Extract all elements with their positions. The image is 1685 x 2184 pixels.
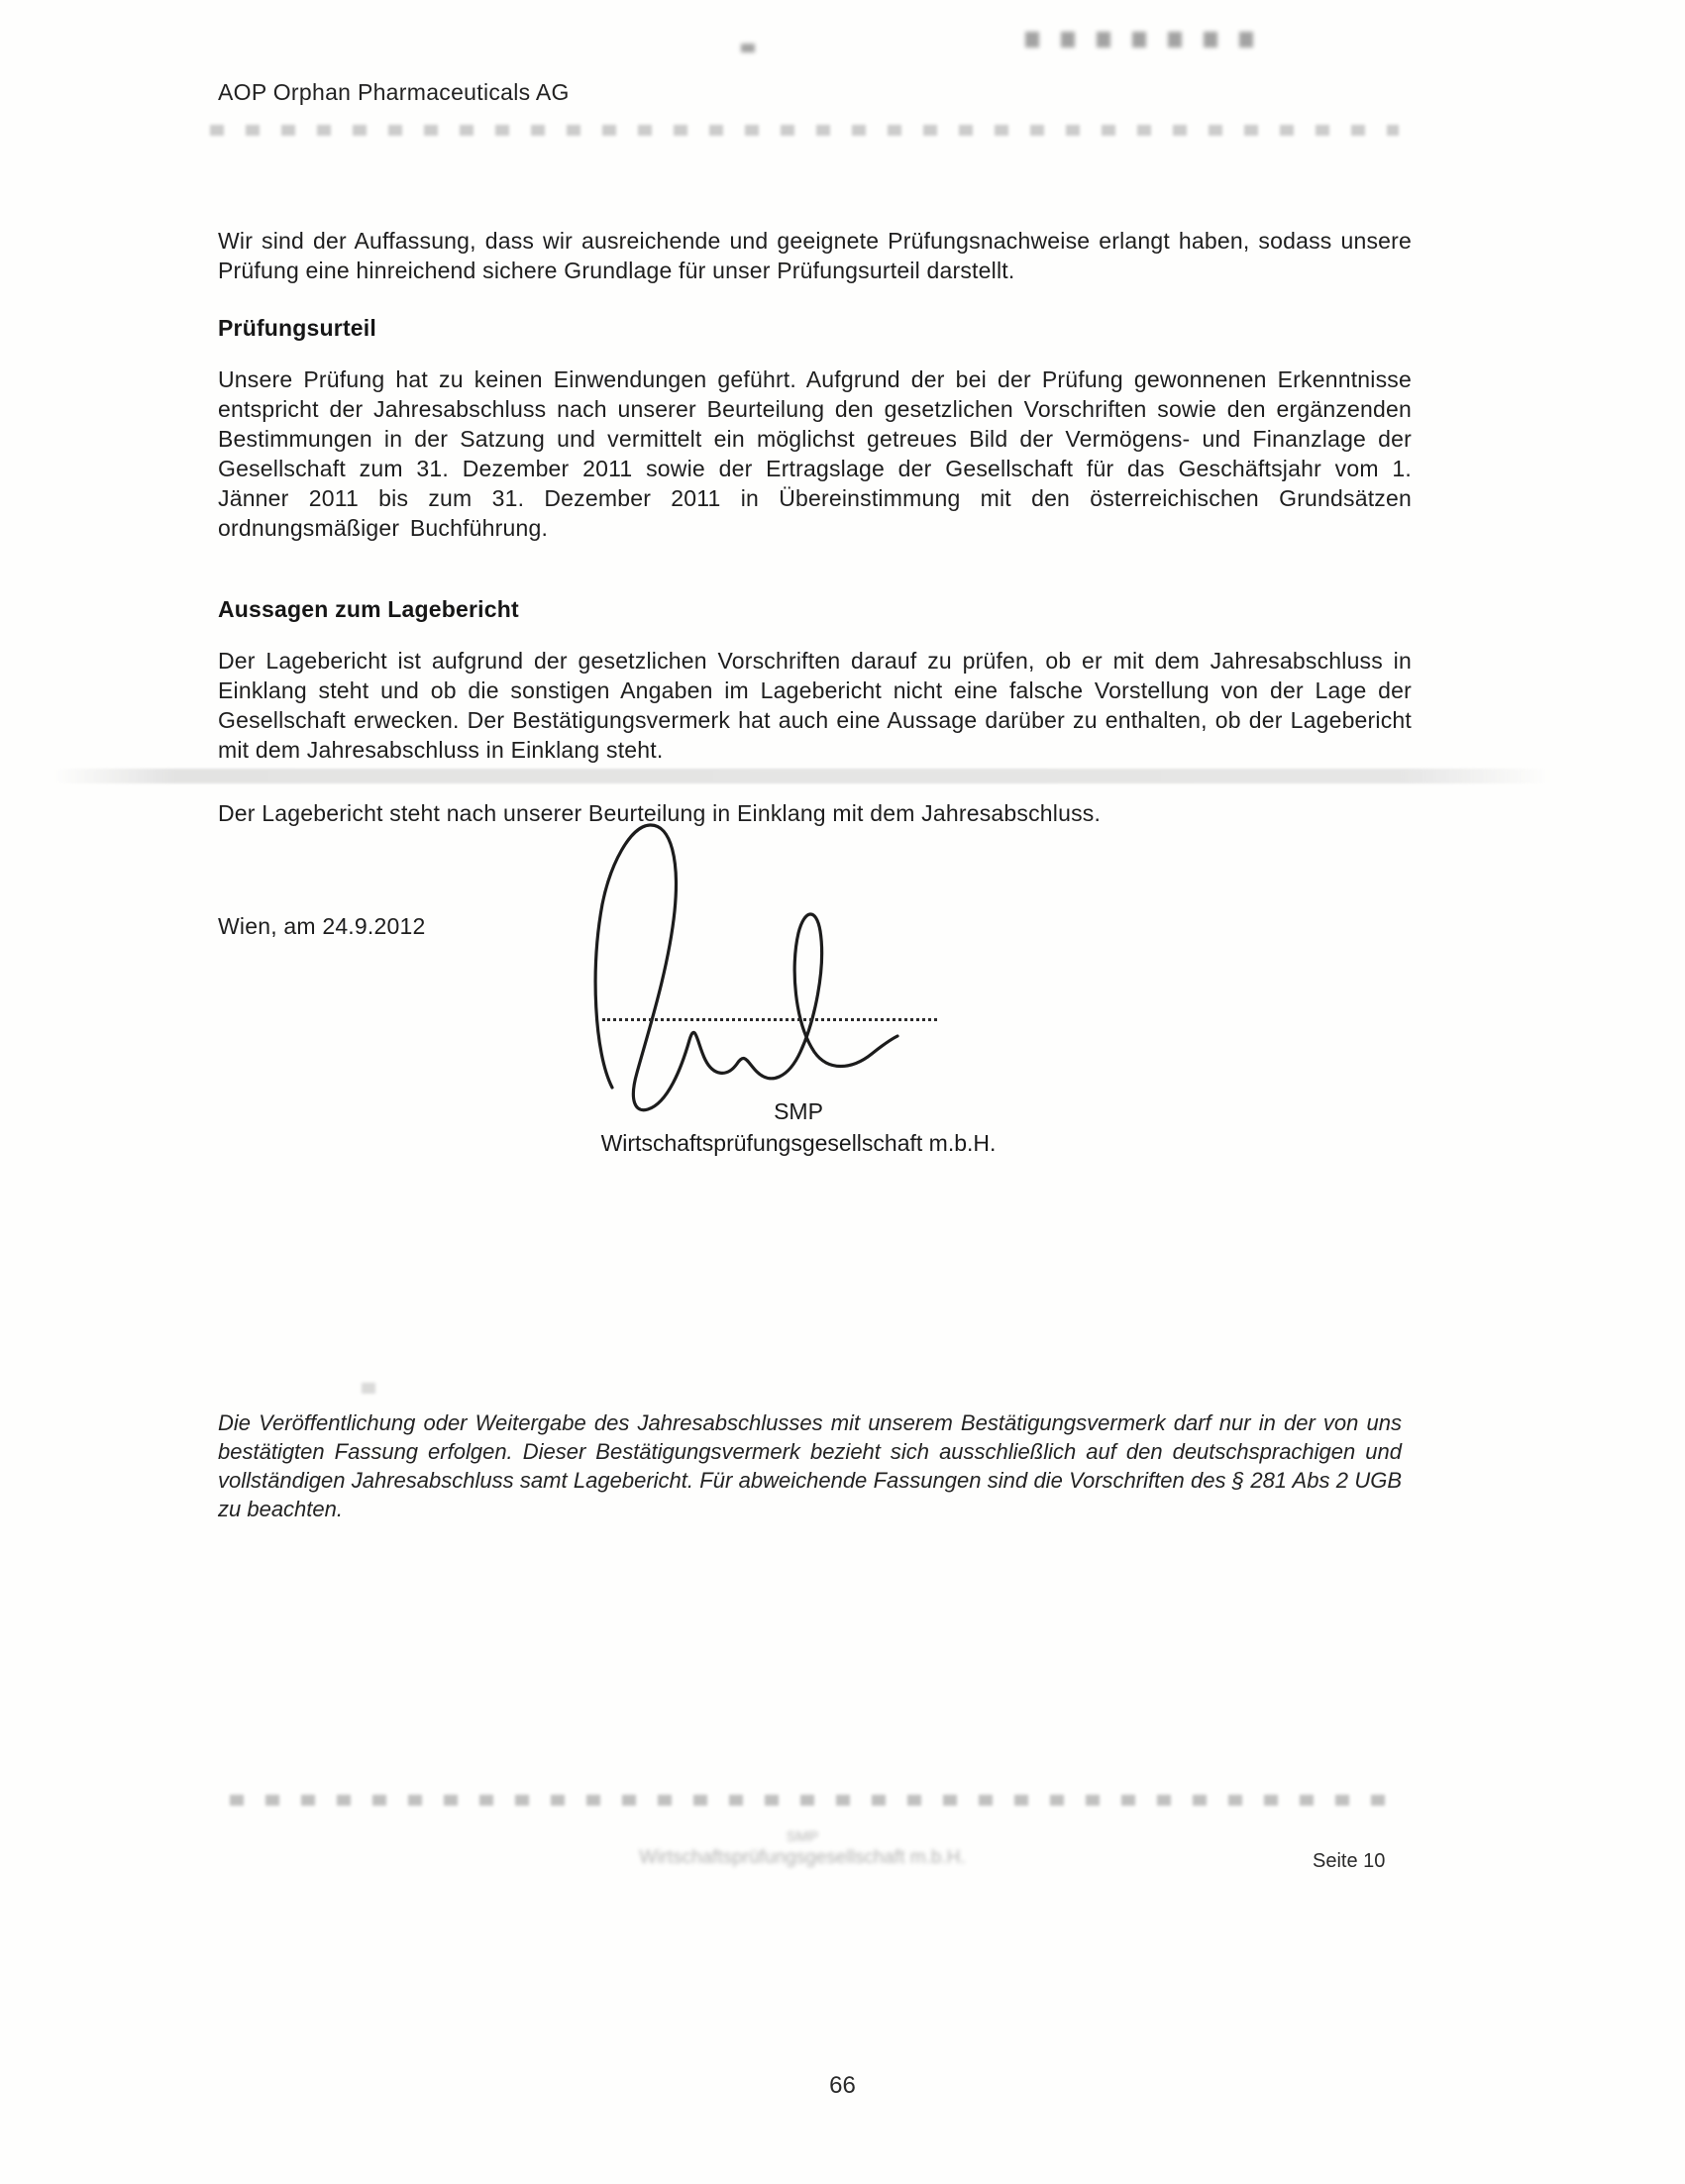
- ghost-stamp-line2: Wirtschaftsprüfungsgesellschaft m.b.H.: [639, 1847, 966, 1868]
- footer-page-number: 66: [829, 2072, 856, 2099]
- paragraph-disclaimer: Die Veröffentlichung oder Weitergabe des Jahresabschlusses mit unserem Bestätigungsvermerk darf nur in der von uns bestätigten Fassung erfolgen. Dieser Bestätigungsvermerk bezieht sich ausschließlich auf den deutschsprachigen und vollständigen Jahresabschluss samt Lagebericht. Für abweichende Fassungen sind die Vorschriften des § 281 Abs 2 UGB zu beachten.: [218, 1410, 1402, 1521]
- signatory-company-line1: SMP: [774, 1098, 823, 1124]
- place-date-line: Wien, am 24.9.2012: [218, 913, 426, 939]
- heading-lagebericht: Aussagen zum Lagebericht: [218, 596, 519, 622]
- scan-artifact-top-right: [1025, 32, 1268, 48]
- scan-artifact-mid-mark: [362, 1383, 379, 1394]
- scan-artifact-header-row: [210, 125, 1399, 136]
- paragraph-conclusion: Der Lagebericht steht nach unserer Beurteilung in Einklang mit dem Jahresabschluss.: [218, 800, 1102, 826]
- paragraph-intro: Wir sind der Auffassung, dass wir ausreichende und geeignete Prüfungsnachweise erlangt haben, sodass unsere Prüfung eine hinreichend sichere Grundlage für unser Prüfungsurteil darstellt.: [218, 228, 1412, 283]
- scan-artifact-ghost-stamp: [555, 1828, 1050, 1870]
- paragraph-lagebericht: Der Lagebericht ist aufgrund der gesetzlichen Vorschriften darauf zu prüfen, ob er mit dem Jahresabschluss in Einklang steht und ob die sonstigen Angaben im Lagebericht nicht eine falsche Vorstellung von der Lage der Gesellschaft erwecken. Der Bestätigungsvermerk hat auch eine Aussage darüber zu enthalten, ob der Lagebericht mit dem Jahresabschluss in Einklang steht.: [218, 648, 1412, 763]
- paragraph-pruefungsurteil: Unsere Prüfung hat zu keinen Einwendungen geführt. Aufgrund der bei der Prüfung gewonnenen Erkenntnisse entspricht der Jahresabschluss nach unserer Beurteilung den gesetzlichen Vorschriften sowie den ergänzenden Bestimmungen in der Satzung und vermittelt ein möglichst getreues Bild der Vermögens- und Finanzlage der Gesellschaft zum 31. Dezember 2011 sowie der Ertragslage der Gesellschaft für das Geschäftsjahr vom 1. Jänner 2011 bis zum 31. Dezember 2011 in Übereinstimmung mit den österreichischen Grundsätzen ordnungsmäßiger Buchführung.: [218, 366, 1412, 541]
- signature-dotted-line: [602, 1018, 937, 1021]
- letterhead-company-name: AOP Orphan Pharmaceuticals AG: [218, 79, 570, 105]
- scan-artifact-top-mark: [741, 44, 767, 52]
- signatory-company-line2: Wirtschaftsprüfungsgesellschaft m.b.H.: [600, 1130, 997, 1156]
- scan-artifact-streak: [54, 769, 1550, 783]
- footer-page-label: Seite 10: [1313, 1850, 1386, 1872]
- scan-artifact-footer-row: [230, 1795, 1394, 1806]
- signatory-company-block: [446, 1095, 1151, 1159]
- ghost-stamp-line1: SMP: [786, 1828, 819, 1845]
- heading-pruefungsurteil: Prüfungsurteil: [218, 315, 376, 341]
- handwritten-signature-ink: [582, 820, 959, 1117]
